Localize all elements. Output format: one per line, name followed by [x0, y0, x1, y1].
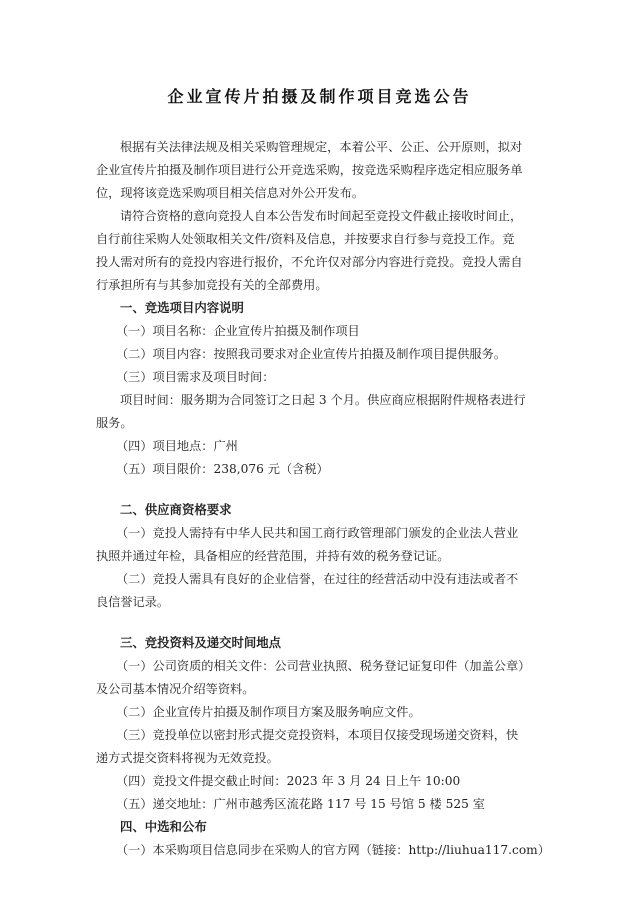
section-heading: 一、竞选项目内容说明	[120, 300, 244, 315]
section4-p1: （一）本采购项目信息同步在采购人的官方网（链接：http://liuhua117.com）	[116, 843, 550, 857]
intro-p1-line: 根据有关法律法规及相关采购管理规定，本着公平、公正、公开原则，拟对	[120, 140, 523, 154]
page-title: 企业宣传片拍摄及制作项目竞选公告	[167, 87, 472, 106]
intro-p1-line: 企业宣传片拍摄及制作项目进行公开竞选采购，按竞选采购程序选定相应服务单	[96, 163, 523, 177]
intro-p2-line: 投人需对所有的竞投内容进行报价，不允许仅对部分内容进行竞投。竞投人需自	[96, 255, 523, 269]
section2-p2-line: 良信誉记录。	[96, 595, 170, 609]
intro-p2-line: 自行前往采购人处领取相关文件/资料及信息，并按要求自行参与竞投工作。竞	[96, 232, 515, 246]
section3-p3-line: （三）竞投单位以密封形式提交竞投资料，本项目仅接受现场递交资料，快	[116, 728, 519, 742]
section3-p4: （四）竞投文件提交截止时间：2023 年 3 月 24 日上午 10:00	[116, 774, 461, 788]
section-heading: 三、竞投资料及递交时间地点	[120, 635, 282, 650]
section1-time-line: 服务。	[96, 416, 133, 430]
section1-item: （五）项目限价：238,076 元（含税）	[116, 462, 329, 476]
section3-p1-line: （一）公司资质的相关文件：公司营业执照、税务登记证复印件（加盖公章）	[116, 659, 531, 673]
section3-p2: （二）企业宣传片拍摄及制作项目方案及服务响应文件。	[116, 705, 421, 719]
section-heading: 四、中选和公布	[120, 819, 207, 834]
section3-p1-line: 及公司基本情况介绍等资料。	[96, 682, 255, 696]
section1-item: （一）项目名称：企业宣传片拍摄及制作项目	[116, 324, 360, 338]
section-heading: 二、供应商资格要求	[120, 502, 232, 517]
section3-p3-line: 递方式提交资料将视为无效竞投。	[96, 751, 279, 765]
section3-p5: （五）递交地址：广州市越秀区流花路 117 号 15 号馆 5 楼 525 室	[116, 797, 485, 811]
section1-time-line: 项目时间：服务期为合同签订之日起 3 个月。供应商应根据附件规格表进行	[120, 393, 526, 407]
section1-item: （二）项目内容：按照我司要求对企业宣传片拍摄及制作项目提供服务。	[116, 347, 506, 361]
section2-p1-line: 执照并通过年检，具备相应的经营范围，并持有效的税务登记证。	[96, 549, 450, 563]
intro-p2-line: 行承担所有与其参加竞投有关的全部费用。	[96, 278, 328, 292]
intro-p2-line: 请符合资格的意向竞投人自本公告发布时间起至竞投文件截止接收时间止，	[120, 209, 523, 223]
section1-item: （三）项目需求及项目时间：	[116, 370, 275, 384]
section1-item: （四）项目地点：广州	[116, 439, 238, 453]
intro-p1-line: 位，现将该竞选采购项目相关信息对外公开发布。	[96, 186, 365, 200]
section2-p1-line: （一）竞投人需持有中华人民共和国工商行政管理部门颁发的企业法人营业	[116, 526, 519, 540]
section2-p2-line: （二）竞投人需具有良好的企业信誉，在过往的经营活动中没有违法或者不	[116, 572, 519, 586]
